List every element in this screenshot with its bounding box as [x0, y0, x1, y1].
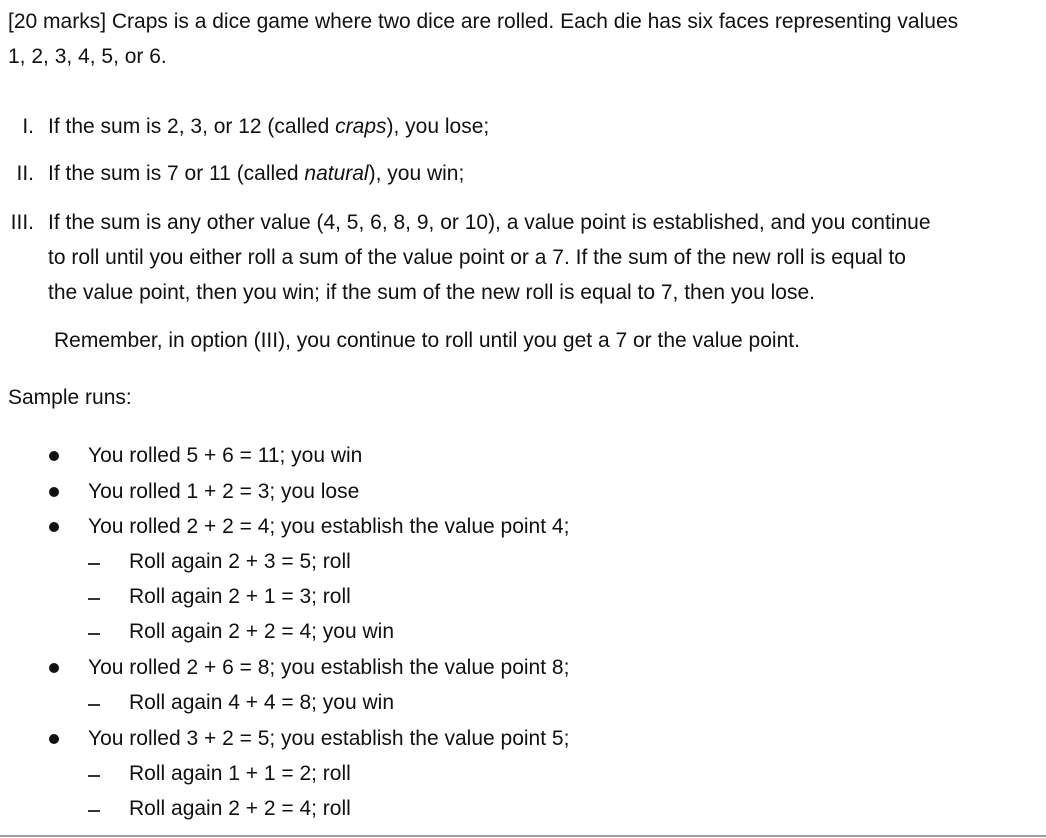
dash-icon [88, 775, 100, 777]
bullet-icon [49, 663, 59, 673]
dash-icon [88, 598, 100, 600]
run-5-text: You rolled 3 + 2 = 5; you establish the value point 5; [88, 727, 570, 750]
run-5-sub-1: Roll again 1 + 1 = 2; roll [129, 762, 351, 785]
run-3-sub-1: Roll again 2 + 3 = 5; roll [129, 550, 351, 573]
rule-1-numeral: I. [22, 115, 34, 138]
rule-1-text [48, 114, 489, 140]
dash-icon [88, 633, 100, 635]
run-5-sub-2: Roll again 2 + 2 = 4; roll [129, 797, 351, 820]
bullet-icon [49, 734, 59, 744]
rule-3-numeral: III. [10, 211, 34, 234]
rule-2-text-post: ), you win; [368, 162, 465, 185]
rule-2-text-italic: natural [304, 162, 369, 185]
rule-3-line-3: the value point, then you win; if the sum of the new roll is equal to 7, then you lose. [48, 281, 815, 304]
rule-2-text-pre: If the sum is 7 or 11 (called [48, 162, 305, 185]
rule-2-text [48, 161, 464, 187]
reminder-text: Remember, in option (III), you continue to roll until you get a 7 or the value point. [54, 329, 800, 352]
dash-icon [88, 563, 100, 565]
sample-runs-heading: Sample runs: [8, 386, 132, 409]
rule-3-line-1: If the sum is any other value (4, 5, 6, 8, 9, or 10), a value point is established, and you continue [48, 211, 931, 234]
rule-1-text-post: ), you lose; [386, 115, 490, 138]
page-bottom-divider [0, 835, 1046, 837]
intro-line-2: 1, 2, 3, 4, 5, or 6. [8, 45, 167, 68]
run-3-text: You rolled 2 + 2 = 4; you establish the value point 4; [88, 515, 570, 538]
intro-line-1: [20 marks] Craps is a dice game where two dice are rolled. Each die has six faces representing values [8, 10, 959, 33]
dash-icon [88, 704, 100, 706]
run-1-text: You rolled 5 + 6 = 11; you win [88, 444, 363, 467]
rule-2-numeral: II. [16, 162, 34, 185]
run-4-text: You rolled 2 + 6 = 8; you establish the value point 8; [88, 656, 570, 679]
rule-1-text-pre: If the sum is 2, 3, or 12 (called [48, 115, 336, 138]
rule-1-text-italic: craps [335, 115, 387, 138]
run-3-sub-3: Roll again 2 + 2 = 4; you win [129, 620, 395, 643]
run-3-sub-2: Roll again 2 + 1 = 3; roll [129, 585, 351, 608]
run-4-sub-1: Roll again 4 + 4 = 8; you win [129, 691, 395, 714]
bullet-icon [49, 451, 59, 461]
bullet-icon [49, 522, 59, 532]
dash-icon [88, 810, 100, 812]
run-2-text: You rolled 1 + 2 = 3; you lose [88, 480, 360, 503]
bullet-icon [49, 487, 59, 497]
rule-3-line-2: to roll until you either roll a sum of the value point or a 7. If the sum of the new roll is equal to [48, 246, 906, 269]
